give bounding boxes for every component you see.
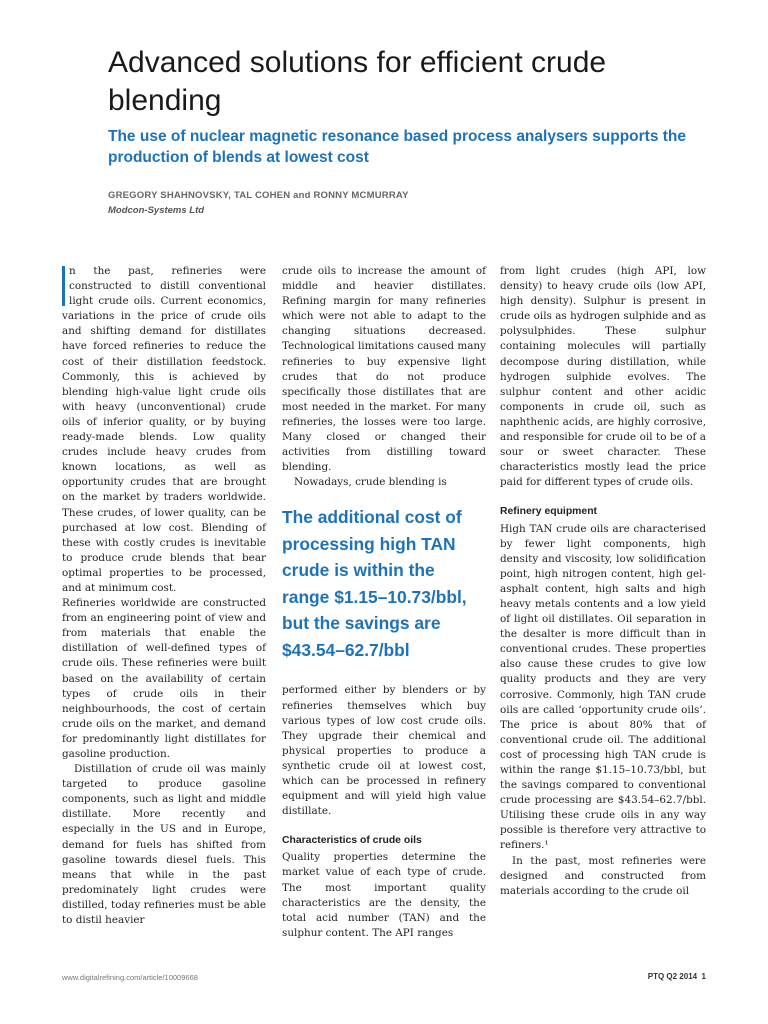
footer-issue — [648, 972, 706, 981]
paragraph: Nowadays, crude blending is — [294, 476, 447, 489]
paragraph: In the past, most refineries were designed and constructed from materials according to the crude oil — [500, 854, 706, 897]
pull-quote: The additional cost of processing high TAN crude is within the range $1.15–10.73/bbl, but the savings are $43.54–62.7/bbl — [282, 507, 467, 660]
paragraph: High TAN crude oils are characterised by fewer light components, high density and viscosity, low solidification point, high nitrogen content, high gel-asphalt content, high salts and high heavy metals contents and a low yield of light oil distillates. Oil separation in the desalter is more difficult than in conventional crudes. These properties also cause these crudes to give low quality products and they are very corrosive. Commonly, high TAN crude oils are called ‘opportunity crude oils’. The price is about 80% that of conventional crude oil. The additional cost of processing high TAN crude is within the range $1.15–10.73/bbl, but the savings compared to conventional crude processing are $43.54–62.7/bbl. Utilising these crude oils in any way possible is therefore very attractive to refiners.¹ — [500, 522, 706, 852]
paragraph: crude oils to increase the amount of middle and heavier distillates. Refining margin for many refineries which were not able to adapt to the changing situations decreased. Technological limitations caused many refineries to buy expensive light crudes that do not produce specifically those distillates that are most needed in the market. For many refineries, the losses were too large. Many closed or changed their activities from distilling toward blending. — [282, 265, 486, 474]
text-column-3 — [500, 264, 706, 899]
paragraph: Refineries worldwide are constructed from an engineering point of view and from materials that enable the distillation of well-defined types of crude oils. These refineries were built based on the availability of certain types of crude oils in their neighbourhoods, the cost of certain crude oils on the market, and demand for predominantly light distillates for gasoline production. — [62, 597, 266, 760]
author-list: GREGORY SHAHNOVSKY, TAL COHEN and RONNY MCMURRAY — [108, 190, 409, 201]
section-heading: Characteristics of crude oils — [282, 835, 422, 847]
paragraph: Distillation of crude oil was mainly targeted to produce gasoline components, such as light and middle distillate. More recently and especially in the US and in Europe, demand for fuels has shifted from gasoline towards diesel fuels. This means that while in the past predominately light crudes were distilled, today refineries must be able to distil heavier — [62, 763, 266, 927]
text-column-2 — [282, 264, 486, 941]
issue-label: PTQ Q2 2014 — [647, 972, 698, 981]
author-affiliation: Modcon-Systems Ltd — [108, 205, 205, 216]
paragraph: Quality properties determine the market value of each type of crude. The most important quality characteristics are the density, the total acid number (TAN) and the sulphur content. The API ranges — [282, 851, 486, 939]
text-column-1 — [62, 264, 266, 928]
paragraph: n the past, refineries were constructed to distill conventional light crude oils. Current economics, variations in the price of crude oils and shifting demand for distillates have forced refineries to reduce the cost of their distillation feedstock. Commonly, this is achieved by blending high-value light crude oils with heavy (unconventional) crude oils of inferior quality, or by buying ready-made blends. Low quality crudes include heavy crudes from known locations, as well as opportunity crudes that are brought on the market by traders worldwide. These crudes, of lower quality, can be purchased at low cost. Blending of these with costly crudes is inevitable to produce crude blends that bear optimal properties to be processed, and at minimum cost. — [62, 265, 266, 594]
paragraph: from light crudes (high API, low density) to heavy crude oils (low API, high density). Sulphur is present in crude oils as hydrogen sulphide and as polysulphides. These sulphur containing molecules will partially decompose during distillation, while hydrogen sulphide evolves. The sulphur content and other acidic components in crude oil, such as naphthenic acids, are highly corrosive, and responsible for crude oil to be of a sour or sweet character. These characteristics mostly lead the price paid for different types of crude oils. — [500, 265, 706, 489]
article-subtitle: The use of nuclear magnetic resonance based process analysers supports the production of blends at lowest cost — [108, 128, 687, 166]
footer-url[interactable]: www.digitalrefining.com/article/10009668 — [62, 973, 198, 982]
page-number: 1 — [701, 972, 706, 981]
article-title: Advanced solutions for efficient crude blending — [108, 46, 607, 117]
paragraph: performed either by blenders or by refineries themselves which buy various types of low cost crude oils. They upgrade their chemical and physical properties to produce a synthetic crude oil at lowest cost, which can be processed in refinery equipment and will yield high value distillate. — [282, 684, 486, 818]
section-heading: Refinery equipment — [500, 506, 597, 518]
drop-cap-bar — [62, 266, 65, 306]
